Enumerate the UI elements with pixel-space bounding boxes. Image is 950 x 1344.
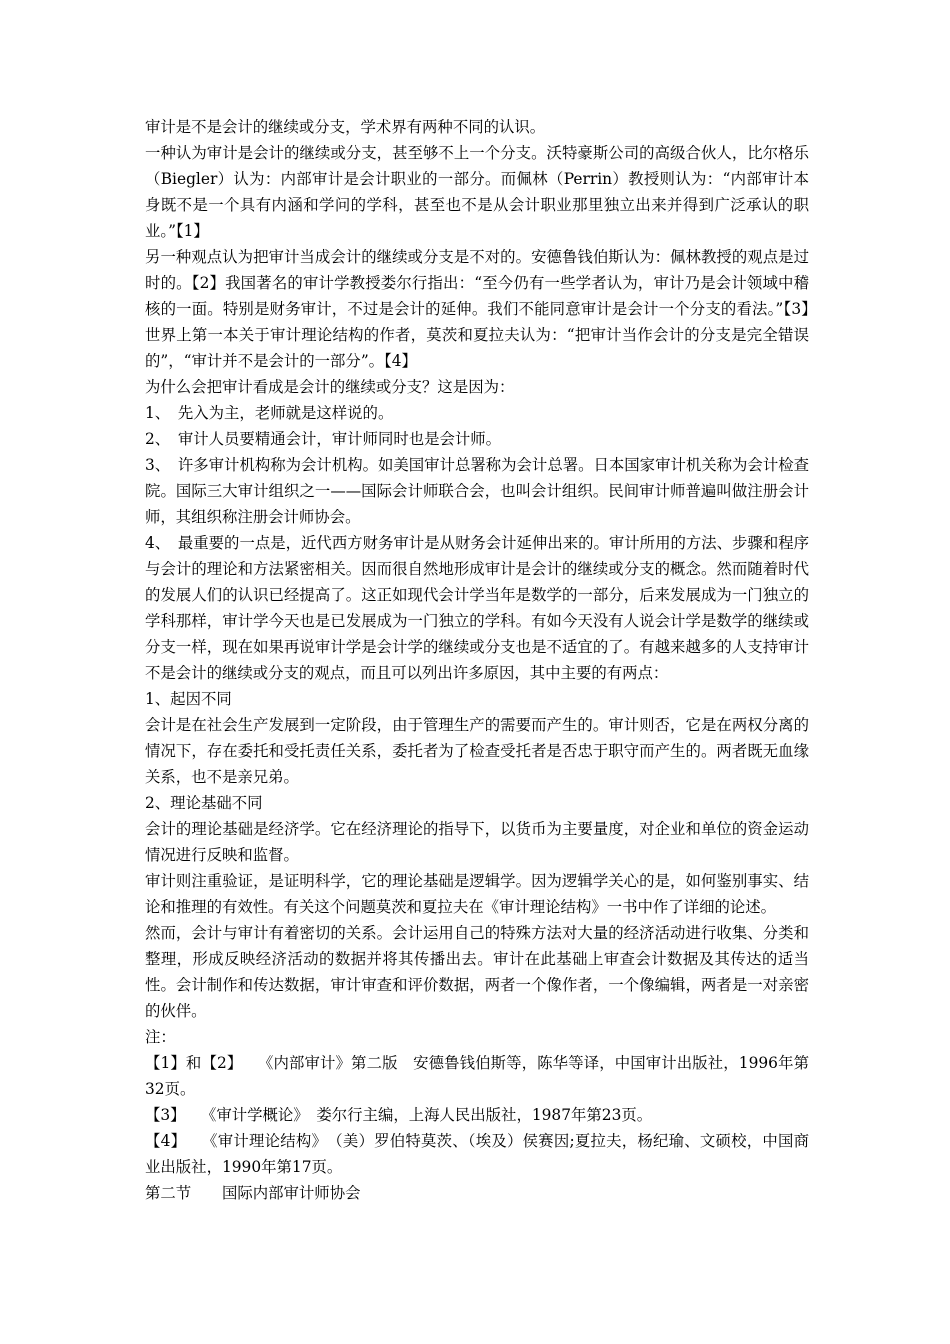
list-item-reason-2: 2、 审计人员要精通会计，审计师同时也是会计师。 [145,430,502,448]
section-heading: 第二节 国际内部审计师协会 [145,1184,361,1202]
paragraph-accounting-theory: 会计的理论基础是经济学。它在经济理论的指导下，以货币为主要量度，对企业和单位的资金运动情况进行反映和监督。 [145,820,809,864]
paragraph-relationship: 然而，会计与审计有着密切的关系。会计运用自己的特殊方法对大量的经济活动进行收集、分类和整理，形成反映经济活动的数据并将其传播出去。审计在此基础上审查会计数据及其传达的适当性。会计制作和传达数据，审计审查和评价数据，两者一个像作者，一个像编辑，两者是一对亲密的伙伴。 [145,924,809,1020]
paragraph-view-one: 一种认为审计是会计的继续或分支，甚至够不上一个分支。沃特豪斯公司的高级合伙人，比尔格乐（Biegler）认为：内部审计是会计职业的一部分。而佩林（Perrin）教授则认为：“内部审计本身既不是一个具有内涵和学问的学科，甚至也不是从会计职业那里独立出来并得到广泛承认的职业。”【1】 [145,144,809,240]
footnote-1-2: 【1】和【2】 《内部审计》第二版 安德鲁钱伯斯等，陈华等译，中国审计出版社，1996年第32页。 [145,1054,809,1098]
footnote-4: 【4】 《审计理论结构》 （美）罗伯特莫茨、（埃及）侯赛因;夏拉夫，杨纪瑜、文硕校，中国商业出版社，1990年第17页。 [145,1132,809,1176]
list-item-reason-1: 1、 先入为主，老师就是这样说的。 [145,404,394,422]
subheading-origin: 1、起因不同 [145,690,232,708]
paragraph-intro: 审计是不是会计的继续或分支，学术界有两种不同的认识。 [145,118,546,136]
paragraph-audit-theory: 审计则注重验证，是证明科学，它的理论基础是逻辑学。因为逻辑学关心的是，如何鉴别事实、结论和推理的有效性。有关这个问题莫茨和夏拉夫在《审计理论结构》一书中作了详细的论述。 [145,872,809,916]
list-item-reason-3: 3、 许多审计机构称为会计机构。如美国审计总署称为会计总署。日本国家审计机关称为会计检查院。国际三大审计组织之一——国际会计师联合会，也叫会计组织。民间审计师普遍叫做注册会计师，其组织称注册会计师协会。 [145,456,809,526]
list-item-reason-4: 4、 最重要的一点是，近代西方财务审计是从财务会计延伸出来的。审计所用的方法、步骤和程序与会计的理论和方法紧密相关。因而很自然地形成审计是会计的继续或分支的概念。然而随着时代的发展人们的认识已经提高了。这正如现代会计学当年是数学的一部分，后来发展成为一门独立的学科那样，审计学今天也是已发展成为一门独立的学科。有如今天没有人说会计学是数学的继续或分支一样，现在如果再说审计学是会计学的继续或分支也是不适宜的了。有越来越多的人支持审计不是会计的继续或分支的观点，而且可以列出许多原因，其中主要的有两点： [145,534,809,682]
paragraph-view-two: 另一种观点认为把审计当成会计的继续或分支是不对的。安德鲁钱伯斯认为：佩林教授的观点是过时的。【2】我国著名的审计学教授娄尔行指出：“至今仍有一些学者认为，审计乃是会计领域中稽核的一面。特别是财务审计，不过是会计的延伸。我们不能同意审计是会计一个分支的看法。”【3】世界上第一本关于审计理论结构的作者，莫茨和夏拉夫认为：“把审计当作会计的分支是完全错误的”，“审计并不是会计的一部分”。【4】 [145,248,809,370]
subheading-theory: 2、理论基础不同 [145,794,263,812]
paragraph-origin: 会计是在社会生产发展到一定阶段，由于管理生产的需要而产生的。审计则否，它是在两权分离的情况下，存在委托和受托责任关系，委托者为了检查受托者是否忠于职守而产生的。两者既无血缘关系，也不是亲兄弟。 [145,716,809,786]
document-body [145,114,809,1206]
paragraph-why-question: 为什么会把审计看成是会计的继续或分支？这是因为： [145,378,515,396]
footnote-3: 【3】 《审计学概论》 娄尔行主编，上海人民出版社，1987年第23页。 [145,1106,653,1124]
notes-heading: 注： [145,1028,176,1046]
